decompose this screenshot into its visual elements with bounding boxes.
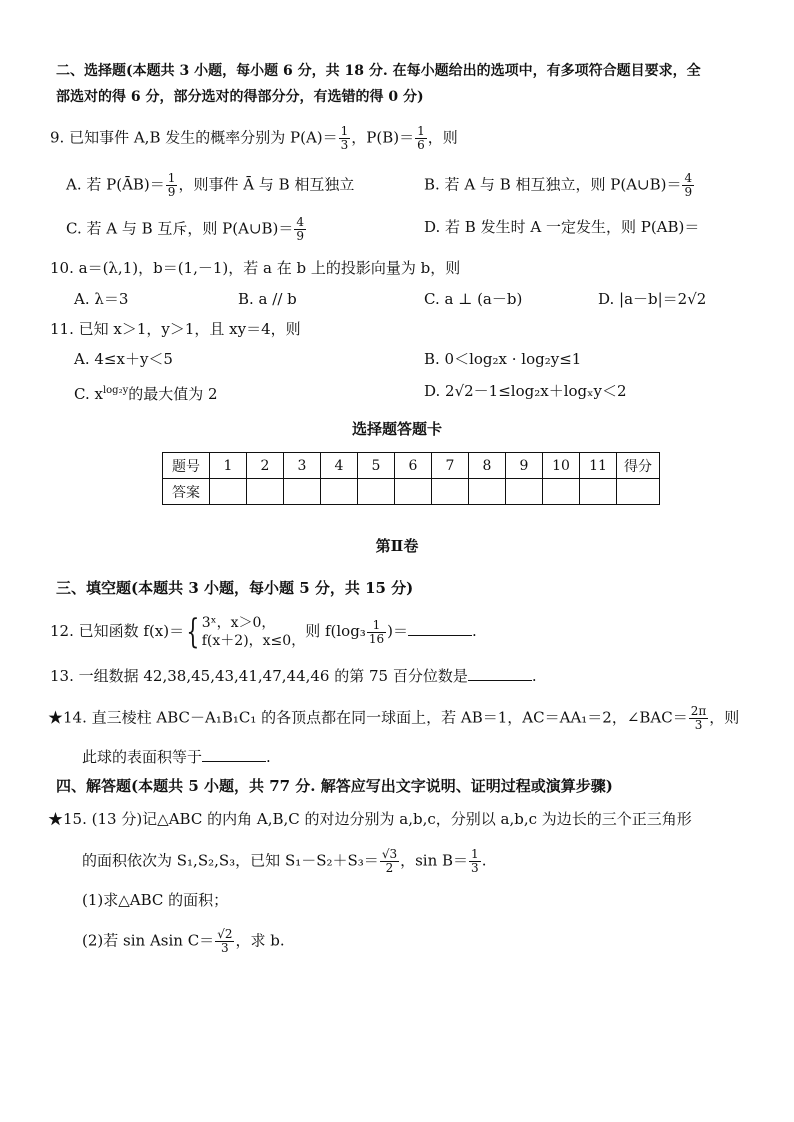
q9-option-b: B. 若 A 与 B 相互独立，则 P(A∪B)＝ $\frac{4}{9}$ — [424, 171, 693, 199]
question-13: 13. 一组数据 42,38,45,43,41,47,44,46 的第 75 百分位数是 . — [50, 667, 537, 685]
number-cell: 7 — [432, 453, 469, 479]
question-15-cont: 的面积依次为 S₁,S₂,S₃，已知 S₁－S₂＋S₃＝ $\frac{√3}{2}$ ，sin B＝ $\frac{1}{3}$ . — [82, 847, 487, 875]
score-label: 得分 — [617, 453, 660, 479]
q10-option-c: C. a ⊥ (a－b) — [424, 290, 523, 308]
number-cell: 2 — [247, 453, 284, 479]
q9-option-c: C. 若 A 与 B 互斥，则 P(A∪B)＝ $\frac{4}{9}$ — [66, 215, 305, 243]
number-cell: 9 — [506, 453, 543, 479]
section3-heading: 三、填空题(本题共 3 小题，每小题 5 分，共 15 分) — [56, 579, 414, 597]
question-14-cont: 此球的表面积等于 . — [82, 748, 271, 766]
number-cell: 1 — [210, 453, 247, 479]
answer-cell[interactable] — [580, 479, 617, 505]
volume-2-title: 第Ⅱ卷 — [375, 537, 419, 555]
answer-blank[interactable] — [468, 666, 532, 681]
q10-option-a: A. λ＝3 — [74, 290, 129, 308]
number-cell: 10 — [543, 453, 580, 479]
question-15-part-2: (2)若 sin Asin C＝ $\frac{√2}{3}$ ，求 b. — [82, 927, 285, 955]
question-9: 9. 已知事件 A,B 发生的概率分别为 P(A)＝ $\frac{1}{3}$ ，P(B)＝ $\frac{1}{6}$ ，则 — [50, 124, 458, 152]
answer-cell[interactable] — [247, 479, 284, 505]
answer-blank[interactable] — [408, 621, 472, 636]
answer-cell[interactable] — [543, 479, 580, 505]
piecewise-cases: 3ˣ，x＞0， f(x＋2)，x≤0， — [201, 615, 306, 649]
fraction-pb: $\frac{1}{6}$ — [417, 124, 425, 152]
answer-cell[interactable] — [358, 479, 395, 505]
answer-card-table — [162, 452, 660, 505]
section2-heading: 二、选择题(本题共 3 小题，每小题 6 分，共 18 分. 在每小题给出的选项中，有多项符合题目要求，全 — [56, 63, 701, 79]
fraction-pa: $\frac{1}{3}$ — [340, 124, 349, 152]
answer-cell[interactable] — [284, 479, 321, 505]
answer-cell[interactable] — [469, 479, 506, 505]
answer-label: 答案 — [163, 479, 210, 505]
answer-cell[interactable] — [506, 479, 543, 505]
answer-card-title: 选择题答题卡 — [351, 420, 442, 438]
answer-cell[interactable] — [321, 479, 358, 505]
question-12: 12. 已知函数 f(x)＝{ 3ˣ，x＞0， f(x＋2)，x≤0， 则 f(log₃ $\frac{1}{16}$ )＝ . — [50, 612, 477, 652]
q11-option-a: A. 4≤x＋y＜5 — [74, 350, 173, 368]
q11-option-c: C. $x^{log_2y}$的最大值为 2 — [74, 385, 218, 403]
question-15-part-1: (1)求△ABC 的面积； — [82, 891, 229, 909]
number-label: 题号 — [163, 453, 210, 479]
question-15: ★15. (13 分)记△ABC 的内角 A,B,C 的对边分别为 a,b,c，分别以 a,b,c 为边长的三个正三角形 — [48, 810, 692, 828]
section2-heading-cont: 部选对的得 6 分，部分选对的得部分分，有选错的得 0 分) — [56, 89, 424, 105]
answer-card-answer-row — [163, 479, 660, 505]
q9-option-a: A. 若 P(ĀB)＝ $\frac{1}{9}$ ，则事件 Ā 与 B 相互独立 — [66, 171, 355, 199]
number-cell: 8 — [469, 453, 506, 479]
number-cell: 4 — [321, 453, 358, 479]
answer-card-number-row — [163, 453, 660, 479]
q9-option-d: D. 若 B 发生时 A 一定发生，则 P(AB)＝ — [424, 218, 700, 236]
answer-cell[interactable] — [432, 479, 469, 505]
section4-heading: 四、解答题(本题共 5 小题，共 77 分. 解答应写出文字说明、证明过程或演算步骤) — [56, 777, 613, 795]
answer-cell[interactable] — [395, 479, 432, 505]
left-brace: { — [186, 612, 200, 652]
q11-option-b: B. 0＜log₂x · log₂y≤1 — [424, 350, 582, 368]
score-cell[interactable] — [617, 479, 660, 505]
number-cell: 5 — [358, 453, 395, 479]
number-cell: 11 — [580, 453, 617, 479]
number-cell: 6 — [395, 453, 432, 479]
q10-option-b: B. a // b — [238, 290, 297, 308]
question-14: ★14. 直三棱柱 ABC－A₁B₁C₁ 的各顶点都在同一球面上，若 AB＝1，AC＝AA₁＝2，∠BAC＝ $\frac{2\pi}{3}$ ，则 — [48, 704, 740, 732]
number-cell: 3 — [284, 453, 321, 479]
answer-blank[interactable] — [202, 747, 266, 762]
question-11: 11. 已知 x＞1，y＞1，且 xy＝4，则 — [50, 320, 301, 338]
answer-cell[interactable] — [210, 479, 247, 505]
q11-option-d: D. 2√2－1≤log₂x＋logₓy＜2 — [424, 382, 627, 400]
q10-option-d: D. |a－b|＝2√2 — [598, 290, 707, 308]
question-10: 10. a＝(λ,1)，b＝(1,－1)，若 a 在 b 上的投影向量为 b，则 — [50, 259, 461, 277]
